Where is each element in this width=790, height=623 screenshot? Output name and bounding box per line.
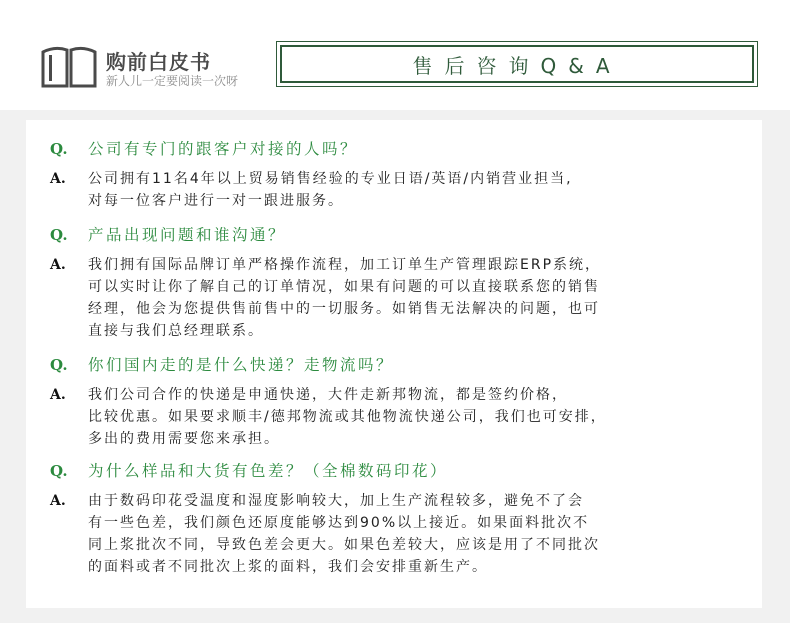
question-text: 产品出现问题和谁沟通？ [88, 226, 287, 244]
a-marker: A. [50, 171, 66, 187]
logo-subtitle: 新人儿一定要阅读一次呀 [106, 74, 239, 88]
question-text: 公司有专门的跟客户对接的人吗？ [88, 140, 359, 158]
answer-line: 直接与我们总经理联系。 [88, 323, 264, 339]
header [0, 0, 790, 110]
q-marker: Q. [50, 356, 68, 374]
a-marker: A. [50, 493, 66, 509]
logo-title: 购前白皮书 [106, 50, 211, 74]
answer [50, 384, 750, 450]
answer-line: 比较优惠。如果要求顺丰/德邦物流或其他物流快递公司，我们也可安排， [88, 409, 607, 425]
qa-item [50, 354, 750, 450]
qa-panel [26, 120, 762, 608]
answer-text [88, 254, 750, 342]
a-marker: A. [50, 257, 66, 273]
answer-text [88, 168, 750, 212]
qa-item [50, 460, 750, 578]
question [50, 460, 750, 482]
q-marker: Q. [50, 140, 68, 158]
page-title-box [276, 41, 758, 87]
answer-line: 有一些色差，我们颜色还原度能够达到90%以上接近。如果面料批次不 [88, 515, 590, 531]
answer-line: 的面料或者不同批次上浆的面料，我们会安排重新生产。 [88, 559, 488, 575]
answer-line: 经理，他会为您提供售前售中的一切服务。如销售无法解决的问题，也可 [88, 301, 600, 317]
answer-line: 可以实时让你了解自己的订单情况，如果有问题的可以直接联系您的销售 [88, 279, 600, 295]
answer-line: 公司拥有11名4年以上贸易销售经验的专业日语/英语/内销营业担当, [88, 171, 573, 187]
qa-item [50, 138, 750, 212]
answer [50, 490, 750, 578]
answer [50, 168, 750, 212]
answer-line: 对每一位客户进行一对一跟进服务。 [88, 193, 344, 209]
qa-item [50, 224, 750, 342]
answer-line: 我们拥有国际品牌订单严格操作流程，加工订单生产管理跟踪ERP系统， [88, 257, 602, 273]
answer-line: 同上浆批次不同，导致色差会更大。如果色差较大，应该是用了不同批次 [88, 537, 600, 553]
question-text: 你们国内走的是什么快递？走物流吗？ [88, 356, 395, 374]
answer-text [88, 490, 750, 578]
a-marker: A. [50, 387, 66, 403]
answer [50, 254, 750, 342]
answer-line: 由于数码印花受温度和湿度影响较大，加上生产流程较多，避免不了会 [88, 493, 584, 509]
logo [40, 44, 270, 94]
answer-text [88, 384, 750, 450]
question-text: 为什么样品和大货有色差？（全棉数码印花） [88, 462, 449, 480]
q-marker: Q. [50, 462, 68, 480]
answer-line: 我们公司合作的快递是申通快递，大件走新邦物流，都是签约价格， [88, 387, 568, 403]
question [50, 354, 750, 376]
answer-line: 多出的费用需要您来承担。 [88, 431, 280, 447]
q-marker: Q. [50, 226, 68, 244]
open-book-icon [40, 44, 98, 88]
question [50, 138, 750, 160]
question [50, 224, 750, 246]
page-title: 售后咨询Q&A [412, 53, 622, 78]
